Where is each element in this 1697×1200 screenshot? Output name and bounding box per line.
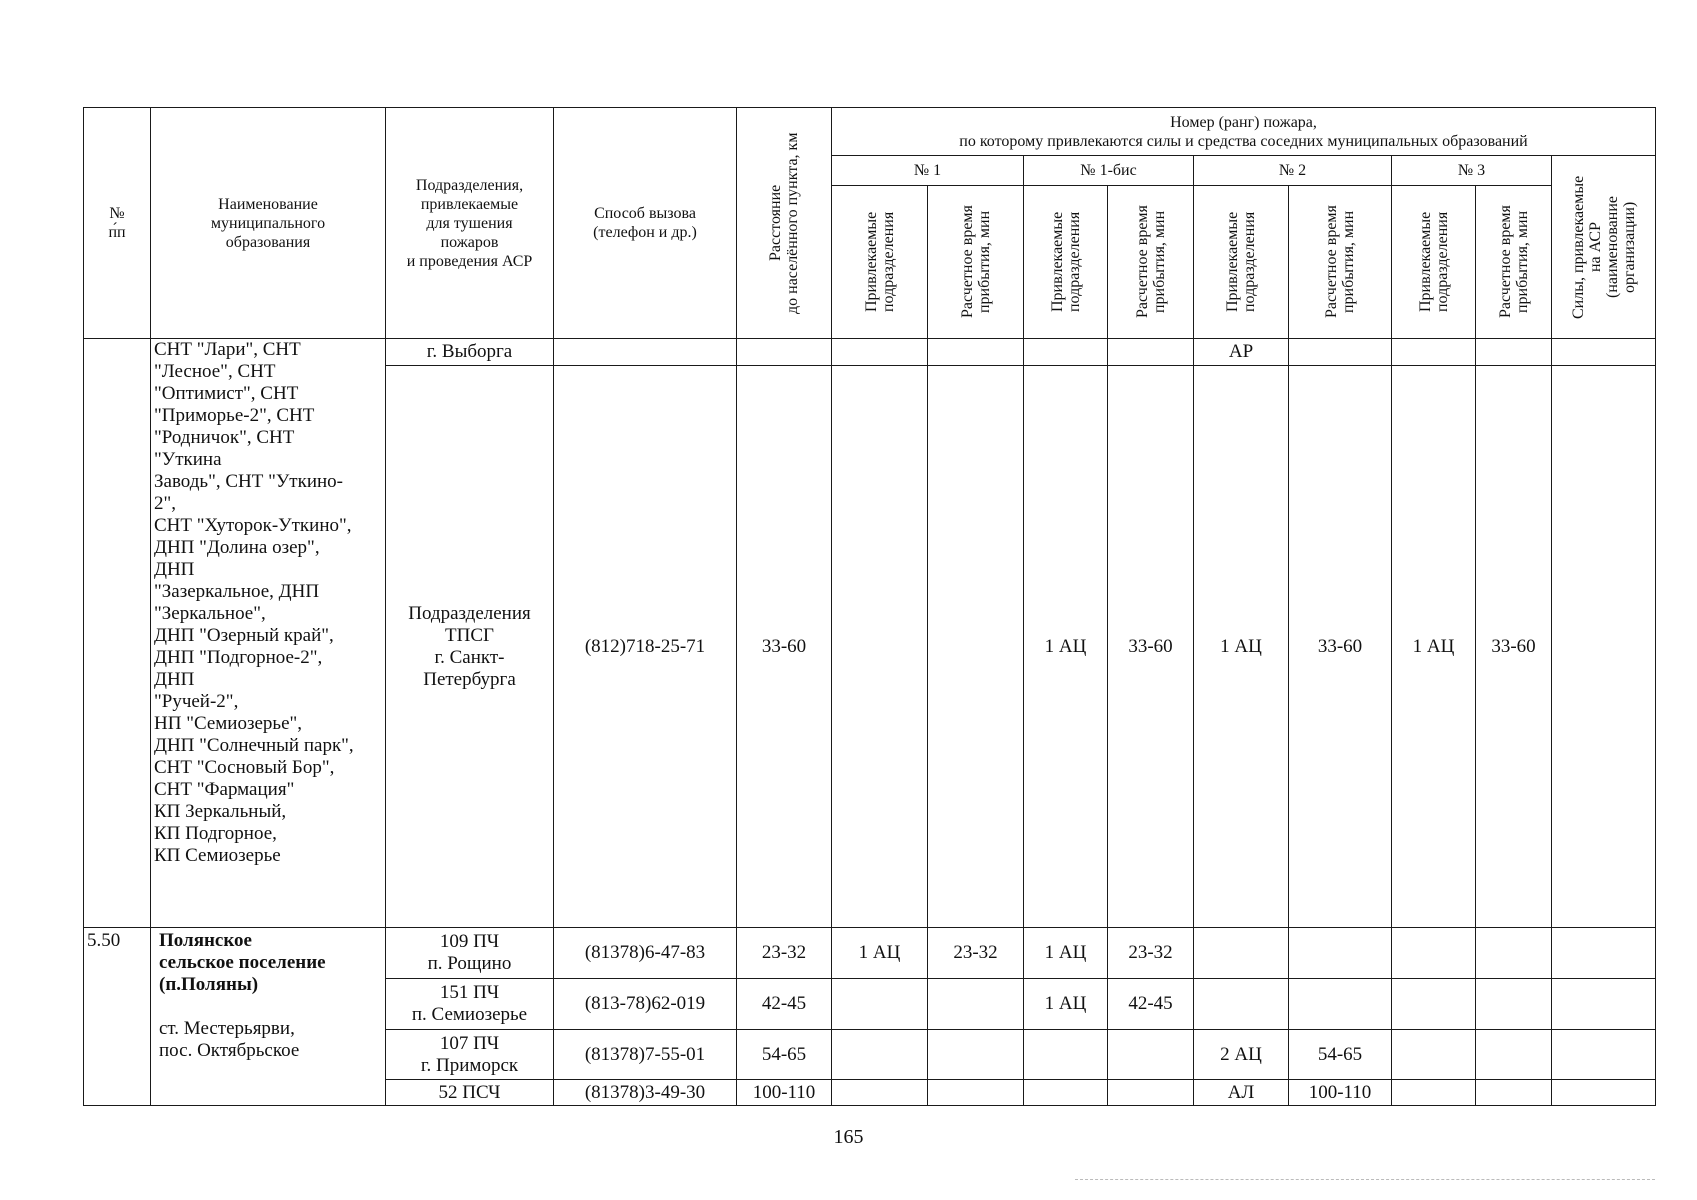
table-row (84, 339, 1656, 366)
rank-2-units-cell: 1 АЦ (1194, 366, 1289, 928)
phone-cell: (81378)7-55-01 (554, 1030, 737, 1080)
list-item: "Родничок", СНТ (154, 427, 295, 448)
phone-cell: (813-78)62-019 (554, 979, 737, 1030)
unit-cell: 151 ПЧ п. Семиозерье (386, 979, 554, 1030)
scan-artifact-line (1075, 1179, 1655, 1180)
rank-1-units-cell (832, 979, 928, 1030)
list-item: НП "Семиозерье", (154, 713, 303, 734)
rank-1-units-cell (832, 1030, 928, 1080)
rank-3-time-cell: 33-60 (1476, 366, 1552, 928)
list-item: СНТ "Сосновый Бор", (154, 757, 335, 778)
rank-1bis-units-cell: 1 АЦ (1024, 366, 1108, 928)
settlement-extra: ст. Местерьярви, пос. Октябрьское (159, 1018, 300, 1061)
col-header-call: Способ вызова (телефон и др.) (554, 108, 737, 339)
rank-2-units-cell: АР (1194, 339, 1289, 366)
list-item: "Оптимист", СНТ (154, 383, 299, 404)
rank-2-time-cell: 100-110 (1289, 1080, 1392, 1106)
settlement-name-cell (151, 928, 386, 1106)
rank-1-time-cell (928, 979, 1024, 1030)
rank-1bis-units-cell (1024, 1080, 1108, 1106)
list-item: "Зеркальное", (154, 603, 266, 624)
rank-1-units-header (832, 186, 928, 339)
rank-2-units-cell: АЛ (1194, 1080, 1289, 1106)
rank-2-units-cell (1194, 979, 1289, 1030)
page-number: 165 (833, 1126, 864, 1148)
rank-1bis-time-cell: 33-60 (1108, 366, 1194, 928)
rank-1bis-time-header (1108, 186, 1194, 339)
rank-1bis-units-cell: 1 АЦ (1024, 979, 1108, 1030)
list-item: ДНП "Подгорное-2", (154, 647, 323, 668)
col-header-distance (737, 108, 832, 339)
rank-1bis-units-cell: 1 АЦ (1024, 928, 1108, 979)
sub-time-text: Расчетное время прибытия, мин (958, 205, 993, 319)
sub-time-text: Расчетное время прибытия, мин (1133, 205, 1168, 319)
sub-time-text: Расчетное время прибытия, мин (1496, 205, 1531, 319)
rank-2-units-cell (1194, 928, 1289, 979)
unit-cell: Подразделения ТПСГ г. Санкт- Петербурга (386, 366, 554, 928)
list-item: СНТ "Лари", СНТ (154, 339, 301, 360)
fire-forces-table (83, 107, 1656, 1106)
col-header-units: Подразделения, привлекаемые для тушения пожаров и проведения АСР (386, 108, 554, 339)
rank-1bis-time-cell (1108, 1030, 1194, 1080)
sub-time-text: Расчетное время прибытия, мин (1323, 205, 1357, 319)
phone-cell: (81378)3-49-30 (554, 1080, 737, 1106)
list-item: КП Подгорное, (154, 823, 277, 844)
unit-cell: 52 ПСЧ (386, 1080, 554, 1106)
rank-1-time-cell (928, 1080, 1024, 1106)
list-item: ДНП "Долина озер", (154, 537, 320, 558)
col-header-asr-forces (1552, 156, 1656, 339)
rank-3-units-header (1392, 186, 1476, 339)
distance-cell: 23-32 (737, 928, 832, 979)
rank-3-header: № 3 (1392, 156, 1552, 186)
number-cell: 5.50 (84, 928, 151, 1106)
list-item: ДНП (154, 559, 195, 580)
rank-2-time-cell (1289, 928, 1392, 979)
settlement-list-cell (151, 339, 386, 928)
rank-2-time-header (1289, 186, 1392, 339)
table-row (84, 928, 1656, 979)
list-item: "Уткина (154, 449, 222, 470)
col-header-rank-title: Номер (ранг) пожара, по которому привлекаются силы и средства соседних муниципальных образований (832, 108, 1656, 156)
list-item: Заводь", СНТ "Уткино- (154, 471, 343, 492)
list-item: КП Семиозерье (154, 845, 281, 866)
col-header-name: Наименование муниципального образования (151, 108, 386, 339)
list-item: "Ручей-2", (154, 691, 239, 712)
sub-units-text: Привлекаемые подразделения (1224, 211, 1258, 313)
phone-cell (554, 339, 737, 366)
sub-units-text: Привлекаемые подразделения (1048, 211, 1083, 313)
col-header-number: № п́п (84, 108, 151, 339)
rank-1bis-time-cell (1108, 1080, 1194, 1106)
rank-2-units-cell: 2 АЦ (1194, 1030, 1289, 1080)
list-item: ДНП "Озерный край", (154, 625, 334, 646)
unit-cell: г. Выборга (386, 339, 554, 366)
list-item: ДНП (154, 669, 195, 690)
list-item: КП Зеркальный, (154, 801, 287, 822)
list-item: "Зазеркальное, ДНП (154, 581, 320, 602)
rank-1bis-units-header (1024, 186, 1108, 339)
distance-cell: 54-65 (737, 1030, 832, 1080)
rank-1bis-time-cell: 42-45 (1108, 979, 1194, 1030)
rank-1-time-header (928, 186, 1024, 339)
rank-3-time-header (1476, 186, 1552, 339)
rank-1bis-header: № 1-бис (1024, 156, 1194, 186)
rank-2-time-cell: 33-60 (1289, 366, 1392, 928)
rank-2-time-cell (1289, 979, 1392, 1030)
rank-1-header: № 1 (832, 156, 1024, 186)
settlement-title: Полянское сельское поселение (п.Поляны) (159, 930, 326, 995)
distance-cell: 33-60 (737, 366, 832, 928)
phone-cell: (812)718-25-71 (554, 366, 737, 928)
sub-units-text: Привлекаемые подразделения (862, 211, 897, 313)
distance-cell: 100-110 (737, 1080, 832, 1106)
sub-units-text: Привлекаемые подразделения (1416, 211, 1451, 313)
rank-2-header: № 2 (1194, 156, 1392, 186)
distance-header-text: Расстояние до населённого пункта, км (767, 132, 801, 314)
list-item: СНТ "Фармация" (154, 779, 295, 800)
header-row-1 (84, 108, 1656, 156)
list-item: СНТ "Хуторок-Уткино", (154, 515, 352, 536)
rank-1bis-units-cell (1024, 1030, 1108, 1080)
rank-1bis-time-cell: 23-32 (1108, 928, 1194, 979)
asr-forces-header-text: Силы, привлекаемые на АСР (наименование организации) (1569, 175, 1638, 319)
rank-1-time-cell (928, 1030, 1024, 1080)
list-item: ДНП "Солнечный парк", (154, 735, 354, 756)
list-item: 2", (154, 493, 177, 514)
rank-2-time-cell: 54-65 (1289, 1030, 1392, 1080)
list-item: "Приморье-2", СНТ (154, 405, 315, 426)
distance-cell (737, 339, 832, 366)
list-item: "Лесное", СНТ (154, 361, 276, 382)
phone-cell: (81378)6-47-83 (554, 928, 737, 979)
rank-3-units-cell: 1 АЦ (1392, 366, 1476, 928)
number-cell (84, 339, 151, 928)
distance-cell: 42-45 (737, 979, 832, 1030)
unit-cell: 109 ПЧ п. Рощино (386, 928, 554, 979)
rank-1-units-cell: 1 АЦ (832, 928, 928, 979)
rank-1-units-cell (832, 1080, 928, 1106)
rank-1-time-cell: 23-32 (928, 928, 1024, 979)
unit-cell: 107 ПЧ г. Приморск (386, 1030, 554, 1080)
rank-2-units-header (1194, 186, 1289, 339)
